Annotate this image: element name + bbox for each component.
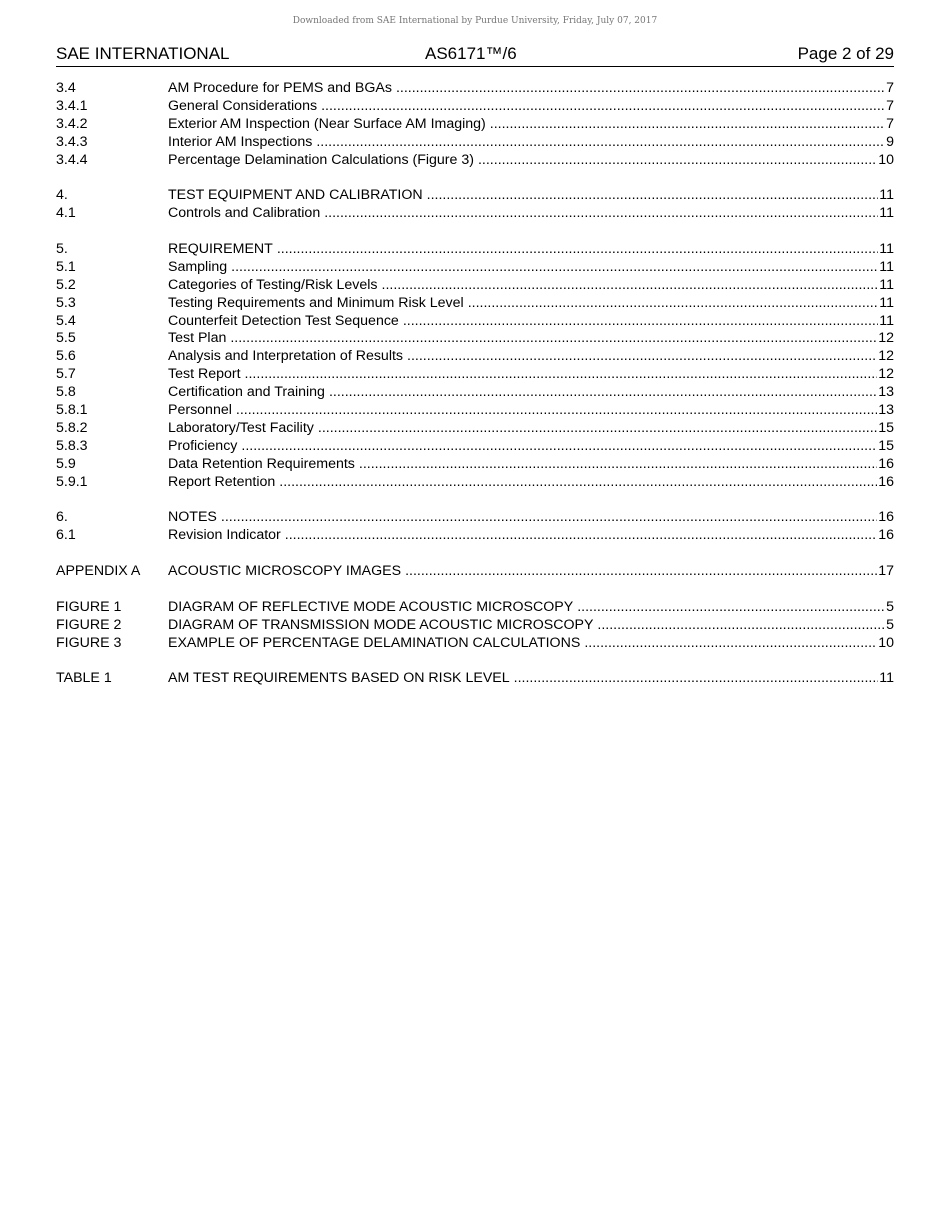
toc-entry-page: 7 [886, 97, 894, 114]
toc-leader-dots [231, 259, 878, 277]
toc-entry-title: Testing Requirements and Minimum Risk Level [168, 294, 464, 311]
toc-entry-title: Revision Indicator [168, 527, 281, 544]
table-of-contents [56, 80, 894, 688]
toc-entry-title-line [168, 98, 894, 116]
toc-entry-number: FIGURE 2 [56, 616, 122, 633]
toc-spacer [56, 223, 894, 241]
toc-spacer [56, 169, 894, 187]
toc-entry-title: Report Retention [168, 473, 276, 490]
toc-entry[interactable] [56, 474, 894, 492]
toc-entry-title: DIAGRAM OF REFLECTIVE MODE ACOUSTIC MICROSCOPY [168, 598, 574, 615]
toc-entry[interactable] [56, 420, 894, 438]
toc-entry-number: 5.5 [56, 330, 76, 347]
toc-leader-dots [230, 330, 877, 348]
toc-entry-title-line [168, 348, 894, 366]
toc-entry-number: 6.1 [56, 527, 76, 544]
toc-entry[interactable] [56, 402, 894, 420]
toc-leader-dots [279, 474, 877, 492]
toc-entry-page: 10 [878, 634, 894, 651]
toc-entry-page: 11 [879, 670, 894, 687]
toc-entry-number: 5.8.1 [56, 402, 88, 419]
toc-entry-title: Interior AM Inspections [168, 133, 313, 150]
toc-entry-title: Laboratory/Test Facility [168, 419, 314, 436]
toc-entry-title-line [168, 599, 894, 617]
toc-entry-page: 12 [878, 366, 894, 383]
toc-spacer [56, 653, 894, 671]
toc-entry-number: 5.8.3 [56, 437, 88, 454]
toc-entry-number: 6. [56, 509, 68, 526]
toc-entry-title-line [168, 187, 894, 205]
toc-entry[interactable] [56, 205, 894, 223]
toc-entry[interactable] [56, 80, 894, 98]
toc-entry-title-line [168, 474, 894, 492]
toc-leader-dots [285, 527, 877, 545]
toc-entry-number: 5.2 [56, 276, 76, 293]
toc-leader-dots [478, 152, 877, 170]
toc-entry-title-line [168, 80, 894, 98]
header-organization: SAE INTERNATIONAL [56, 44, 230, 63]
toc-entry-title: AM Procedure for PEMS and BGAs [168, 80, 392, 96]
toc-entry-title-line [168, 295, 894, 313]
toc-entry-number: 5.3 [56, 294, 76, 311]
toc-entry-page: 16 [878, 509, 894, 526]
toc-spacer [56, 491, 894, 509]
toc-entry[interactable] [56, 241, 894, 259]
toc-entry-title-line [168, 617, 894, 635]
toc-entry-title-line [168, 259, 894, 277]
toc-leader-dots [241, 438, 877, 456]
toc-entry-page: 12 [878, 330, 894, 347]
toc-entry-page: 5 [886, 598, 894, 615]
toc-entry[interactable] [56, 98, 894, 116]
toc-entry-number: FIGURE 1 [56, 598, 122, 615]
toc-entry-title-line [168, 527, 894, 545]
toc-entry-title: Proficiency [168, 437, 238, 454]
toc-entry-page: 11 [879, 294, 894, 311]
toc-entry-title: Data Retention Requirements [168, 455, 355, 472]
toc-entry-page: 7 [886, 80, 894, 96]
toc-leader-dots [382, 277, 879, 295]
toc-leader-dots [321, 98, 885, 116]
toc-entry-title: ACOUSTIC MICROSCOPY IMAGES [168, 563, 402, 580]
toc-entry-title: Percentage Delamination Calculations (Figure 3) [168, 151, 474, 168]
toc-entry-page: 13 [878, 384, 894, 401]
toc-entry[interactable] [56, 259, 894, 277]
toc-spacer [56, 545, 894, 563]
toc-entry-title: Personnel [168, 402, 232, 419]
toc-entry-title: Exterior AM Inspection (Near Surface AM Imaging) [168, 115, 486, 132]
toc-entry-page: 17 [878, 563, 894, 580]
toc-entry-page: 15 [878, 437, 894, 454]
toc-entry-title: Test Plan [168, 330, 227, 347]
toc-entry[interactable] [56, 617, 894, 635]
toc-leader-dots [490, 116, 885, 134]
toc-leader-dots [221, 509, 877, 527]
toc-entry-title-line [168, 152, 894, 170]
toc-entry-title-line [168, 402, 894, 420]
toc-entry-title-line [168, 670, 894, 688]
toc-entry-title-line [168, 456, 894, 474]
toc-entry-page: 11 [879, 187, 894, 204]
toc-entry-title: Sampling [168, 258, 228, 275]
toc-entry-number: 3.4.4 [56, 151, 88, 168]
toc-entry-page: 16 [878, 455, 894, 472]
toc-entry-title-line [168, 384, 894, 402]
toc-entry-number: 4. [56, 187, 68, 204]
toc-entry[interactable] [56, 187, 894, 205]
toc-entry-page: 12 [878, 348, 894, 365]
toc-entry[interactable] [56, 509, 894, 527]
toc-leader-dots [597, 617, 885, 635]
toc-entry[interactable] [56, 313, 894, 331]
toc-entry[interactable] [56, 277, 894, 295]
toc-entry-number: 3.4 [56, 80, 76, 96]
toc-entry[interactable] [56, 295, 894, 313]
toc-entry[interactable] [56, 134, 894, 152]
toc-entry-number: 5.4 [56, 312, 76, 329]
toc-entry-number: 5.1 [56, 258, 76, 275]
toc-entry-title: DIAGRAM OF TRANSMISSION MODE ACOUSTIC MICROSCOPY [168, 616, 594, 633]
toc-entry-title-line [168, 420, 894, 438]
toc-entry-number: 4.1 [56, 205, 76, 222]
toc-entry-title: Test Report [168, 366, 241, 383]
toc-entry[interactable] [56, 384, 894, 402]
toc-entry-title-line [168, 366, 894, 384]
toc-entry-number: 3.4.2 [56, 115, 88, 132]
toc-entry-title-line [168, 116, 894, 134]
toc-entry-title: EXAMPLE OF PERCENTAGE DELAMINATION CALCULATIONS [168, 634, 581, 651]
toc-entry-page: 7 [886, 115, 894, 132]
header-page-number: Page 2 of 29 [797, 44, 894, 63]
toc-entry-title: NOTES [168, 509, 217, 526]
toc-entry[interactable] [56, 330, 894, 348]
toc-entry-page: 11 [879, 205, 894, 222]
toc-leader-dots [405, 563, 877, 581]
toc-entry-number: 5.6 [56, 348, 76, 365]
toc-entry[interactable] [56, 563, 894, 581]
toc-entry-title-line [168, 313, 894, 331]
toc-entry-title: AM TEST REQUIREMENTS BASED ON RISK LEVEL [168, 670, 510, 687]
toc-entry[interactable] [56, 635, 894, 653]
toc-entry-title: Counterfeit Detection Test Sequence [168, 312, 399, 329]
toc-leader-dots [407, 348, 877, 366]
toc-entry-page: 5 [886, 616, 894, 633]
toc-leader-dots [318, 420, 877, 438]
toc-leader-dots [584, 635, 877, 653]
toc-entry[interactable] [56, 116, 894, 134]
toc-entry-title-line [168, 277, 894, 295]
toc-entry-number: APPENDIX A [56, 563, 141, 580]
toc-entry[interactable] [56, 348, 894, 366]
toc-leader-dots [316, 134, 885, 152]
toc-leader-dots [277, 241, 878, 259]
toc-leader-dots [427, 187, 879, 205]
toc-entry-page: 16 [878, 473, 894, 490]
toc-leader-dots [577, 599, 885, 617]
toc-entry-number: 3.4.3 [56, 133, 88, 150]
toc-leader-dots [468, 295, 879, 313]
toc-leader-dots [236, 402, 877, 420]
toc-entry[interactable] [56, 670, 894, 688]
toc-entry-title-line [168, 134, 894, 152]
toc-entry-title: Categories of Testing/Risk Levels [168, 276, 378, 293]
toc-leader-dots [324, 205, 878, 223]
toc-entry-number: 3.4.1 [56, 97, 88, 114]
toc-entry-number: 5.8.2 [56, 419, 88, 436]
toc-entry-title: Certification and Training [168, 384, 325, 401]
toc-entry-number: 5.8 [56, 384, 76, 401]
toc-entry-title-line [168, 438, 894, 456]
toc-leader-dots [329, 384, 877, 402]
toc-entry-page: 11 [879, 276, 894, 293]
toc-entry[interactable] [56, 152, 894, 170]
toc-entry-title: Controls and Calibration [168, 205, 321, 222]
toc-entry-page: 15 [878, 419, 894, 436]
toc-entry[interactable] [56, 438, 894, 456]
download-watermark: Downloaded from SAE International by Purdue University, Friday, July 07, 2017 [292, 16, 658, 26]
toc-entry-number: 5. [56, 241, 68, 258]
page-header [56, 44, 894, 67]
toc-entry-page: 11 [879, 241, 894, 258]
toc-entry[interactable] [56, 456, 894, 474]
toc-entry-number: FIGURE 3 [56, 634, 122, 651]
toc-leader-dots [359, 456, 877, 474]
toc-entry[interactable] [56, 366, 894, 384]
toc-entry-page: 13 [878, 402, 894, 419]
toc-leader-dots [514, 670, 879, 688]
toc-entry-page: 11 [879, 258, 894, 275]
toc-entry-title: Analysis and Interpretation of Results [168, 348, 404, 365]
toc-entry-page: 16 [878, 527, 894, 544]
toc-entry-title-line [168, 635, 894, 653]
toc-entry-number: TABLE 1 [56, 670, 112, 687]
toc-entry-page: 9 [886, 133, 894, 150]
toc-entry-title-line [168, 563, 894, 581]
toc-entry-number: 5.9 [56, 455, 76, 472]
toc-leader-dots [403, 313, 878, 331]
toc-entry-title: REQUIREMENT [168, 241, 273, 258]
toc-spacer [56, 581, 894, 599]
toc-entry[interactable] [56, 527, 894, 545]
header-document-number: AS6171™/6 [425, 44, 517, 63]
toc-entry-number: 5.9.1 [56, 473, 88, 490]
toc-entry-number: 5.7 [56, 366, 76, 383]
toc-entry-title: TEST EQUIPMENT AND CALIBRATION [168, 187, 423, 204]
toc-entry-title-line [168, 330, 894, 348]
toc-entry[interactable] [56, 599, 894, 617]
toc-entry-title-line [168, 241, 894, 259]
toc-entry-title: General Considerations [168, 97, 318, 114]
toc-entry-title-line [168, 205, 894, 223]
toc-leader-dots [396, 80, 885, 98]
toc-entry-page: 10 [878, 151, 894, 168]
toc-entry-page: 11 [879, 312, 894, 329]
toc-leader-dots [245, 366, 878, 384]
toc-entry-title-line [168, 509, 894, 527]
